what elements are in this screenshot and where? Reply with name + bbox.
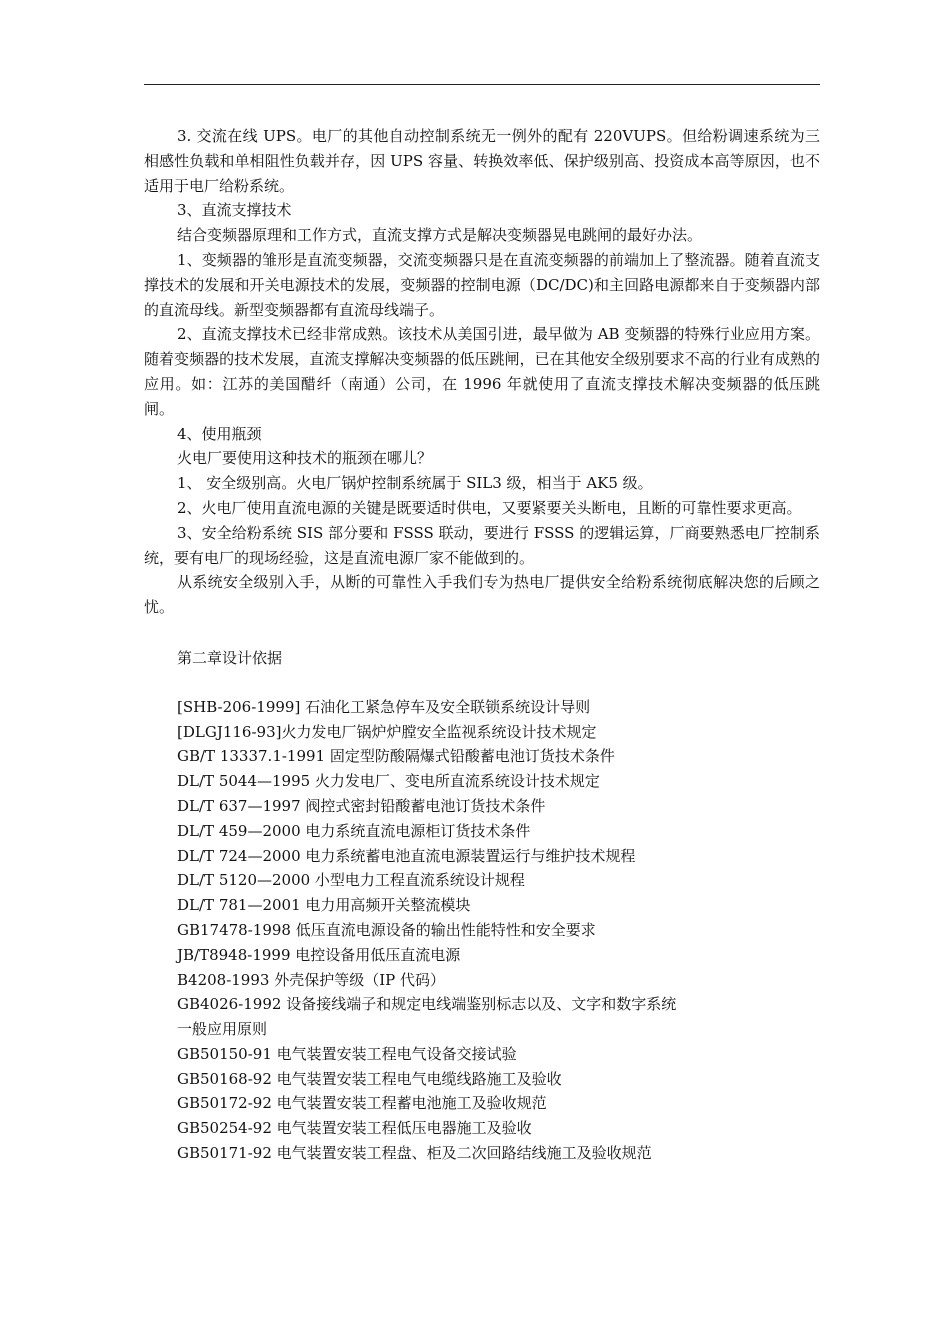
heading-dc-support: 3、直流支撑技术 xyxy=(177,201,292,220)
reference-item: DL/T 5120—2000 小型电力工程直流系统设计规程 xyxy=(177,871,525,890)
paragraph-dc-support-mature: 2、直流支撑技术已经非常成熟。该技术从美国引进，最早做为 AB 变频器的特殊行业应用方案。随着变频器的技术发展，直流支撑解决变频器的低压跳闸，已在其他安全级别要求不高的行业有成熟的应用。如：江苏的美国醋纤（南通）公司，在 1996 年就使用了直流支撑技术解决变频器的低压跳闸。 xyxy=(144,325,820,418)
reference-item: GB50171-92 电气装置安装工程盘、柜及二次回路结线施工及验收规范 xyxy=(177,1144,652,1163)
header-rule xyxy=(144,84,820,85)
reference-item: GB4026-1992 设备接线端子和规定电线端鉴别标志以及、文字和数字系统 xyxy=(177,995,677,1014)
reference-item: [SHB-206-1999] 石油化工紧急停车及安全联锁系统设计导则 xyxy=(177,697,591,716)
reference-item: [DLGJ116-93]火力发电厂锅炉炉膛安全监视系统设计技术规定 xyxy=(177,722,597,741)
reference-item: GB50172-92 电气装置安装工程蓄电池施工及验收规范 xyxy=(177,1094,547,1113)
reference-item: JB/T8948-1999 电控设备用低压直流电源 xyxy=(177,945,461,964)
reference-item: GB17478-1998 低压直流电源设备的输出性能特性和安全要求 xyxy=(177,920,596,939)
paragraph-dc-support-intro: 结合变频器原理和工作方式，直流支撑方式是解决变频器晃电跳闸的最好办法。 xyxy=(177,226,703,245)
paragraph-sis-fsss: 3、安全给粉系统 SIS 部分要和 FSSS 联动，要进行 FSSS 的逻辑运算，厂商要熟悉电厂控制系统，要有电厂的现场经验，这是直流电源厂家不能做到的。 xyxy=(144,523,820,567)
reference-item: DL/T 5044—1995 火力发电厂、变电所直流系统设计技术规定 xyxy=(177,772,600,791)
paragraph-ups: 3. 交流在线 UPS。电厂的其他自动控制系统无一例外的配有 220VUPS。但给粉调速系统为三相感性负载和单相阻性负载并存，因 UPS 容量、转换效率低、保护级别高、投资成本高等原因，也不适用于电厂给粉系统。 xyxy=(144,127,820,195)
paragraph-bottleneck-question: 火电厂要使用这种技术的瓶颈在哪儿？ xyxy=(177,449,433,468)
reference-item-continuation: 一般应用原则 xyxy=(177,1020,268,1039)
chapter-title: 第二章设计依据 xyxy=(177,648,283,667)
reference-list xyxy=(144,695,820,1166)
paragraph-inverter-prototype: 1、变频器的雏形是直流变频器，交流变频器只是在直流变频器的前端加上了整流器。随着直流支撑技术的发展和开关电源技术的发展，变频器的控制电源（DC/DC)和主回路电源都来自于变频器内部的直流母线。新型变频器都有直流母线端子。 xyxy=(144,250,820,319)
reference-item: DL/T 724—2000 电力系统蓄电池直流电源装置运行与维护技术规程 xyxy=(177,846,636,865)
heading-bottleneck: 4、使用瓶颈 xyxy=(177,424,262,443)
paragraph-safety-level: 1、 安全级别高。火电厂锅炉控制系统属于 SIL3 级，相当于 AK5 级。 xyxy=(177,474,653,493)
reference-item: B4208-1993 外壳保护等级（IP 代码） xyxy=(177,970,445,989)
reference-item: DL/T 459—2000 电力系统直流电源柜订货技术条件 xyxy=(177,821,531,840)
paragraph-conclusion: 从系统安全级别入手，从断的可靠性入手我们专为热电厂提供安全给粉系统彻底解决您的后顾之忧。 xyxy=(144,573,820,617)
reference-item: GB50168-92 电气装置安装工程电气电缆线路施工及验收 xyxy=(177,1069,562,1088)
reference-item: DL/T 637—1997 阀控式密封铅酸蓄电池订货技术条件 xyxy=(177,796,546,815)
reference-item: GB/T 13337.1-1991 固定型防酸隔爆式铅酸蓄电池订货技术条件 xyxy=(177,747,615,766)
reference-item: GB50150-91 电气装置安装工程电气设备交接试验 xyxy=(177,1044,517,1063)
document-body xyxy=(144,124,820,1166)
reference-item: DL/T 781—2001 电力用高频开关整流模块 xyxy=(177,896,471,915)
reference-item: GB50254-92 电气装置安装工程低压电器施工及验收 xyxy=(177,1119,532,1138)
paragraph-dc-power-key: 2、火电厂使用直流电源的关键是既要适时供电，又要紧要关头断电，且断的可靠性要求更高。 xyxy=(177,498,802,517)
